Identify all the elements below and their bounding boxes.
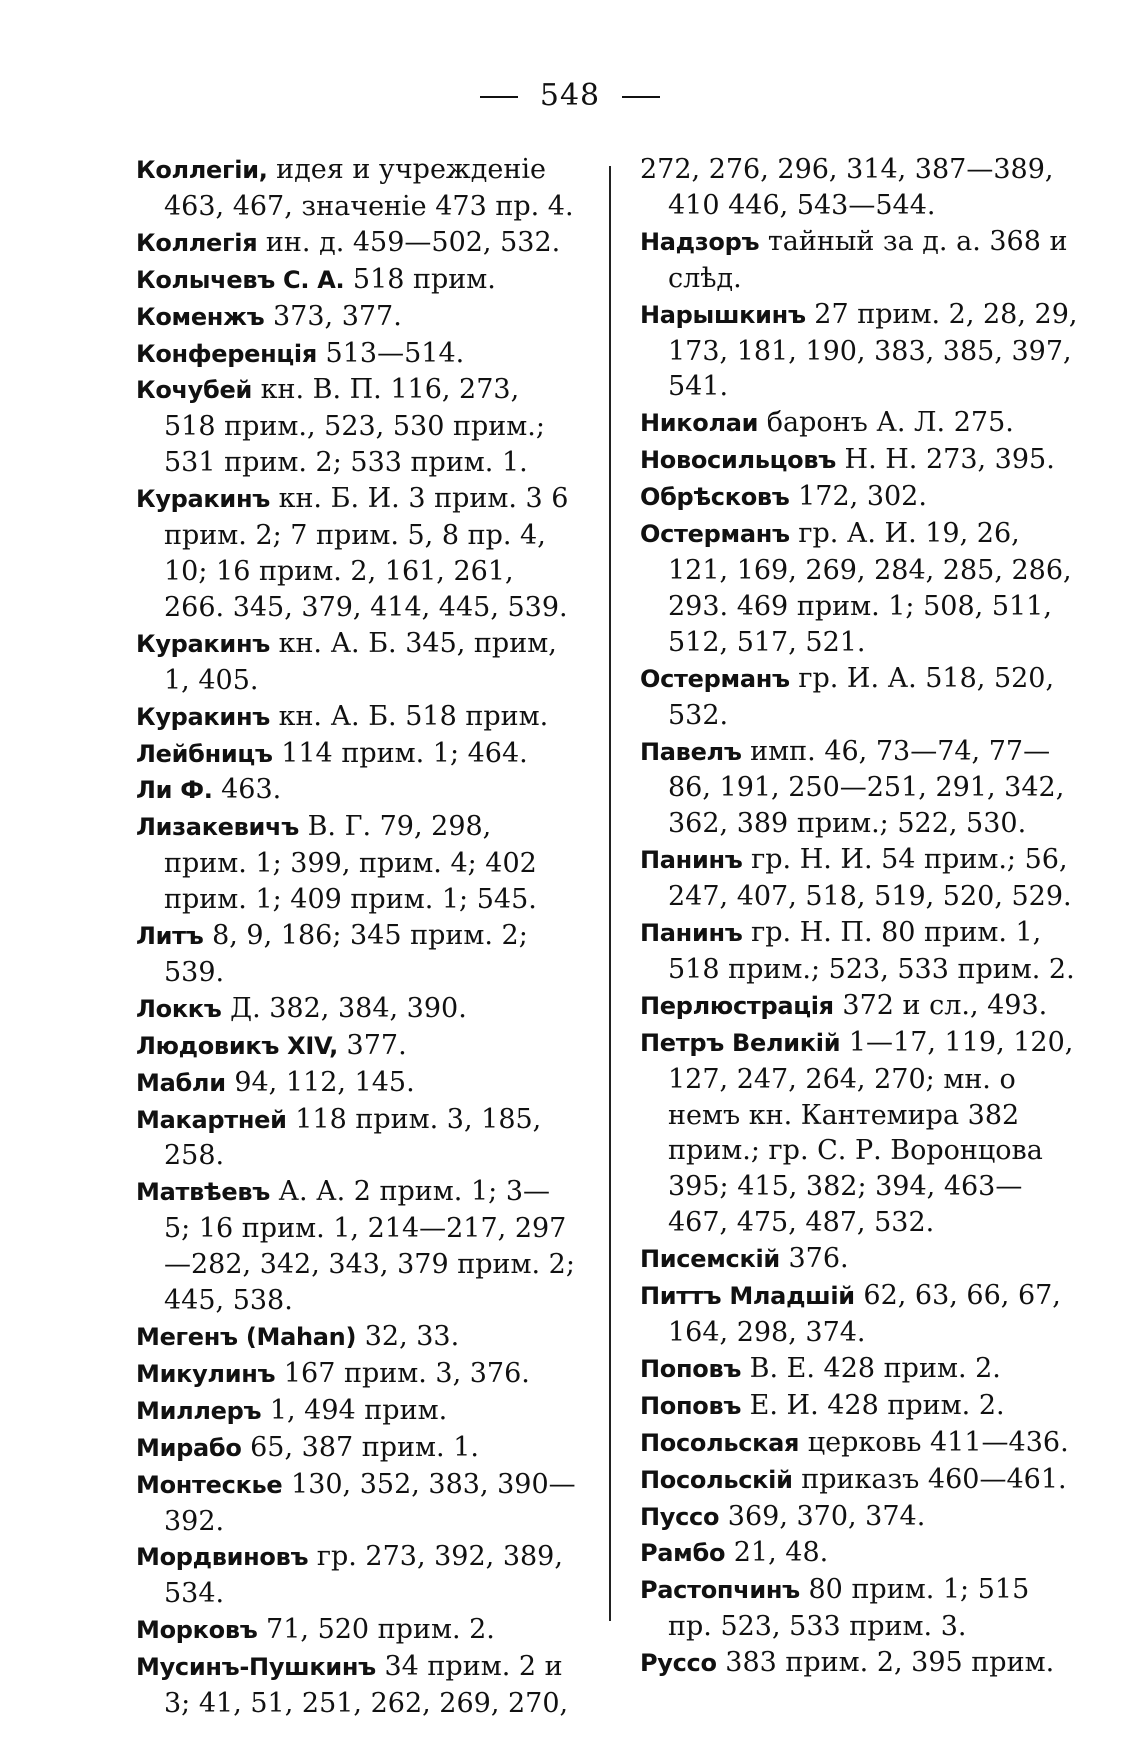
- index-entry-heading: Руссо: [640, 1649, 717, 1678]
- index-entry-references: 71, 520 прим. 2.: [266, 1614, 495, 1646]
- index-entry: [640, 1572, 1078, 1645]
- index-entry-heading: Монтескье: [136, 1470, 283, 1499]
- index-entry-heading: Коменжъ: [136, 302, 265, 331]
- index-entry-references: 114 прим. 1; 464.: [281, 737, 528, 769]
- index-entry-heading: Посольская: [640, 1428, 800, 1457]
- index-entry-heading: Рамбо: [640, 1539, 726, 1568]
- index-entry: [136, 772, 576, 809]
- index-entry: [136, 299, 576, 336]
- index-entry-heading: Мегенъ (Mahan): [136, 1323, 357, 1351]
- index-entry: [640, 1499, 1078, 1536]
- index-entry-heading: Растопчинъ: [640, 1576, 800, 1605]
- index-entry: [136, 1649, 576, 1722]
- index-entry-heading: Мирабо: [136, 1433, 242, 1462]
- index-entry-heading: Писемскій: [640, 1245, 780, 1274]
- index-entry-references: 172, 302.: [798, 481, 927, 513]
- index-entry: [136, 736, 576, 773]
- index-entry-references: 118 прим. 3, 185, 258.: [164, 1103, 542, 1172]
- index-entry-references: 167 прим. 3, 376.: [283, 1357, 530, 1389]
- index-entry-heading: Конференція: [136, 339, 317, 368]
- index-entry: [136, 1102, 576, 1175]
- index-entry: [136, 1393, 576, 1430]
- index-entry: [640, 1388, 1078, 1425]
- index-entry: [136, 1028, 576, 1065]
- index-entry: [136, 1065, 576, 1102]
- index-entry-heading: Питтъ Младшій: [640, 1282, 855, 1311]
- index-entry-heading: Посольскій: [640, 1465, 793, 1494]
- index-entry: [640, 1425, 1078, 1462]
- index-entry-heading: Коллегія: [136, 228, 258, 257]
- index-entry: [640, 1645, 1078, 1682]
- column-divider: [609, 166, 611, 1621]
- index-entry: [640, 1025, 1078, 1241]
- index-entry-references: имп. 46, 73—74, 77—86, 191, 250—251, 291, 342, 362, 389 прим.; 522, 530.: [668, 735, 1065, 840]
- index-entry-heading: Матвѣевъ: [136, 1178, 270, 1207]
- index-entry-references: 463.: [221, 774, 282, 806]
- index-entry-heading: Новосильцовъ: [640, 446, 836, 475]
- index-entry: [640, 516, 1078, 661]
- index-entry: [136, 372, 576, 481]
- index-entry-references: 373, 377.: [273, 300, 402, 332]
- index-entry-references: 1—17, 119, 120, 127, 247, 264, 270; мн. о немъ кн. Кантемира 382 прим.; гр. С. Р. Воронцова 395; 415, 382; 394, 463—467, 475, 487, 532.: [668, 1026, 1074, 1239]
- page-number: [0, 78, 1140, 113]
- index-entry: [640, 405, 1078, 442]
- index-entry-heading: Панинъ: [640, 846, 743, 875]
- index-entry-heading: Людовикъ XIV,: [136, 1031, 338, 1060]
- index-entry-heading: Лизакевичъ: [136, 813, 299, 842]
- index-column-right: [640, 152, 1078, 1682]
- index-entry-heading: Петръ Великій: [640, 1028, 841, 1057]
- index-entry-heading: Мабли: [136, 1068, 226, 1097]
- index-entry-references: 32, 33.: [364, 1321, 460, 1352]
- index-entry-heading: Колычевъ С. А.: [136, 265, 345, 294]
- index-entry: [640, 297, 1078, 406]
- index-entry: [136, 481, 576, 626]
- index-entry: [136, 1467, 576, 1540]
- index-entry-references: В. Г. 79, 298, прим. 1; 399, прим. 4; 402 прим. 1; 409 прим. 1; 545.: [164, 811, 537, 916]
- index-entry: [136, 699, 576, 736]
- index-entry-references: кн. Б. И. 3 прим. 3 6 прим. 2; 7 прим. 5, 8 пр. 4, 10; 16 прим. 2, 161, 261, 266. 345, 379, 414, 445, 539.: [164, 483, 569, 623]
- index-entry: [640, 1278, 1078, 1351]
- index-entry-heading: Панинъ: [640, 919, 743, 948]
- index-entry-references: 130, 352, 383, 390—392.: [164, 1468, 576, 1537]
- index-entry: [640, 1462, 1078, 1499]
- index-entry-heading: Куракинъ: [136, 702, 270, 731]
- index-entry-heading: Коллегіи,: [136, 156, 268, 184]
- index-entry-heading: Пуссо: [640, 1502, 720, 1531]
- index-entry-heading: Морковъ: [136, 1616, 258, 1645]
- index-entry-heading: Поповъ: [640, 1354, 742, 1383]
- index-entry: [136, 1430, 576, 1467]
- index-entry-references: 62, 63, 66, 67, 164, 298, 374.: [668, 1280, 1061, 1348]
- index-entry: [640, 915, 1078, 988]
- index-entry-heading: Куракинъ: [136, 485, 270, 514]
- index-entry-references: гр. 273, 392, 389, 534.: [164, 1541, 563, 1610]
- index-entry: [136, 1174, 576, 1319]
- index-entry-references: гр. А. И. 19, 26, 121, 169, 269, 284, 285, 286, 293. 469 прим. 1; 508, 511, 512, 517, 521.: [668, 518, 1072, 658]
- index-entry: [640, 442, 1078, 479]
- index-entry: [136, 1539, 576, 1612]
- index-entry-heading: Павелъ: [640, 737, 742, 766]
- index-entry-heading: Макартней: [136, 1105, 287, 1134]
- index-entry: [640, 734, 1078, 843]
- index-entry: [136, 809, 576, 918]
- index-entry-references: 369, 370, 374.: [727, 1500, 926, 1532]
- index-entry-references: 376.: [788, 1243, 849, 1275]
- index-entry: [136, 1612, 576, 1649]
- index-entry: [136, 1356, 576, 1393]
- index-entry-heading: Кочубей: [136, 376, 252, 405]
- index-entry-references: 272, 276, 296, 314, 387—389, 410 446, 543—544.: [640, 154, 1054, 221]
- index-entry-references: 383 прим. 2, 395 прим.: [725, 1647, 1055, 1679]
- index-entry-references: А. А. 2 прим. 1; 3—5; 16 прим. 1, 214—217, 297 —282, 342, 343, 379 прим. 2; 445, 538.: [164, 1176, 575, 1317]
- index-entry: [136, 336, 576, 373]
- index-entry-references: Е. И. 428 прим. 2.: [749, 1389, 1005, 1421]
- index-entry-heading: Поповъ: [640, 1391, 742, 1420]
- index-entry-references: гр. Н. И. 54 прим.; 56, 247, 407, 518, 519, 520, 529.: [668, 844, 1072, 913]
- index-entry: [136, 1319, 576, 1356]
- index-entry-heading: Миллеръ: [136, 1396, 262, 1425]
- index-entry-references: 34 прим. 2 и 3; 41, 51, 251, 262, 269, 270,: [164, 1651, 569, 1720]
- index-entry: [640, 224, 1078, 297]
- index-entry: [136, 225, 576, 262]
- index-entry-heading: Ли Ф.: [136, 776, 213, 805]
- index-entry-references: 65, 387 прим. 1.: [250, 1431, 479, 1463]
- index-entry-heading: Мусинъ-Пушкинъ: [136, 1653, 376, 1682]
- index-entry: [640, 152, 1078, 224]
- index-entry-heading: Остерманъ: [640, 664, 790, 693]
- index-entry-heading: Локкъ: [136, 994, 222, 1023]
- index-entry-references: 377.: [346, 1029, 407, 1061]
- index-entry-references: 513—514.: [325, 337, 465, 369]
- index-entry-heading: Перлюстрація: [640, 991, 834, 1020]
- index-entry: [640, 661, 1078, 734]
- index-entry-references: 518 прим.: [352, 263, 496, 295]
- index-entry-references: 27 прим. 2, 28, 29, 173, 181, 190, 383, 385, 397, 541.: [668, 298, 1078, 403]
- index-entry-references: 372 и сл., 493.: [842, 989, 1048, 1021]
- index-entry-references: 80 прим. 1; 515 пр. 523, 533 прим. 3.: [668, 1574, 1030, 1643]
- index-entry-references: приказъ 460—461.: [801, 1463, 1067, 1495]
- index-entry-references: идея и учрежденіе 463, 467, значеніе 473 пр. 4.: [164, 154, 574, 222]
- index-entry-references: баронъ А. Л. 275.: [766, 407, 1014, 439]
- index-entry: [136, 262, 576, 299]
- index-entry-references: кн. В. П. 116, 273, 518 прим., 523, 530 прим.; 531 прим. 2; 533 прим. 1.: [164, 374, 545, 479]
- index-entry-references: 94, 112, 145.: [234, 1066, 415, 1098]
- index-entry-references: 1, 494 прим.: [269, 1394, 448, 1426]
- index-entry-heading: Лейбницъ: [136, 739, 273, 768]
- index-entry-heading: Николаи: [640, 409, 759, 438]
- index-entry-heading: Микулинъ: [136, 1359, 276, 1388]
- index-entry: [640, 988, 1078, 1025]
- index-entry-heading: Надзоръ: [640, 227, 760, 256]
- index-entry: [640, 479, 1078, 516]
- index-entry-heading: Литъ: [136, 922, 204, 951]
- index-column-left: [136, 152, 576, 1722]
- index-entry-heading: Остерманъ: [640, 520, 790, 549]
- index-entry-references: церковь 411—436.: [807, 1426, 1069, 1458]
- index-entry: [136, 152, 576, 225]
- index-entry-heading: Куракинъ: [136, 629, 270, 658]
- index-entry-references: гр. И. А. 518, 520, 532.: [668, 662, 1055, 731]
- index-entry-references: кн. А. Б. 518 прим.: [278, 700, 549, 732]
- index-entry-references: В. Е. 428 прим. 2.: [749, 1352, 1001, 1384]
- index-entry: [136, 991, 576, 1028]
- index-entry-references: Н. Н. 273, 395.: [844, 444, 1055, 476]
- index-entry-heading: Обрѣсковъ: [640, 483, 790, 512]
- index-entry-references: Д. 382, 384, 390.: [230, 992, 467, 1024]
- index-entry-references: 21, 48.: [733, 1537, 829, 1569]
- index-entry-references: 8, 9, 186; 345 прим. 2; 539.: [164, 920, 528, 988]
- index-entry-references: кн. А. Б. 345, прим, 1, 405.: [164, 627, 557, 696]
- index-entry: [640, 842, 1078, 915]
- page-number-value: 548: [539, 78, 601, 113]
- index-entry-heading: Нарышкинъ: [640, 300, 806, 329]
- index-entry: [136, 918, 576, 991]
- index-entry-references: тайный за д. а. 368 и слѣд.: [668, 225, 1068, 294]
- index-entry: [136, 626, 576, 699]
- index-entry: [640, 1351, 1078, 1388]
- index-entry: [640, 1535, 1078, 1572]
- index-entry-references: гр. Н. П. 80 прим. 1, 518 прим.; 523, 533 прим. 2.: [668, 917, 1075, 985]
- index-entry-references: ин. д. 459—502, 532.: [265, 226, 561, 258]
- index-entry-heading: Мордвиновъ: [136, 1543, 309, 1572]
- index-entry: [640, 1241, 1078, 1278]
